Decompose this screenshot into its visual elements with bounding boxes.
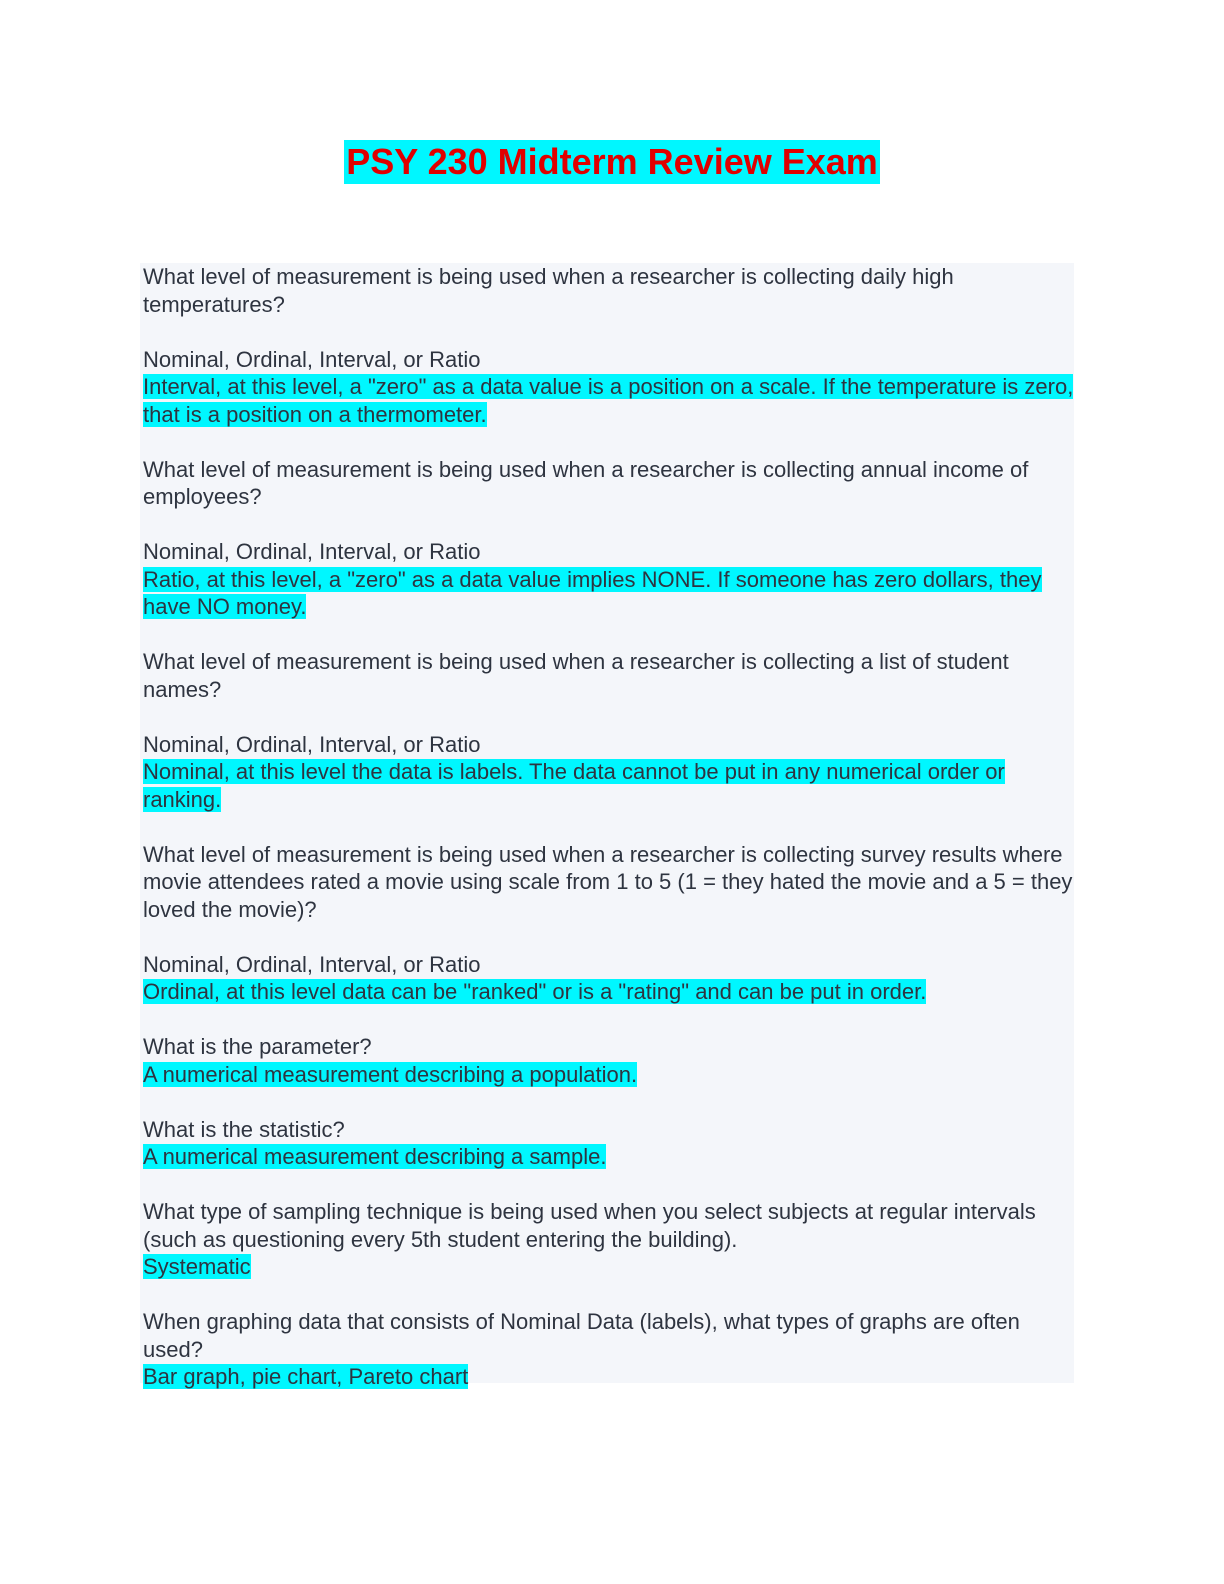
answer-text: Ordinal, at this level data can be "ranked" or is a "rating" and can be put in order.	[143, 979, 927, 1004]
answer-options: Nominal, Ordinal, Interval, or Ratio	[143, 731, 481, 757]
answer-text: Ratio, at this level, a "zero" as a data value implies NONE. If someone has zero dollars, they have NO money.	[143, 566, 1042, 619]
qa-item	[143, 1198, 1074, 1281]
answer-text: A numerical measurement describing a population.	[143, 1061, 638, 1087]
answer-text: Interval, at this level, a "zero" as a data value is a position on a scale. If the temperature is zero, that is a position on a thermometer.	[143, 374, 1074, 427]
qa-item	[143, 1116, 1074, 1171]
question-text: What is the statistic?	[143, 1116, 345, 1142]
answer-options: Nominal, Ordinal, Interval, or Ratio	[143, 951, 481, 977]
answer-text-wrap	[143, 1061, 1074, 1089]
qa-item	[143, 648, 1074, 813]
answer-text-wrap	[143, 758, 1074, 813]
answer-text: A numerical measurement describing a sample.	[143, 1144, 607, 1169]
answer-options: Nominal, Ordinal, Interval, or Ratio	[143, 346, 481, 372]
question-text: What level of measurement is being used when a researcher is collecting a list of student names?	[143, 649, 1009, 702]
answer-text-wrap	[143, 1253, 1074, 1281]
qa-item	[143, 456, 1074, 621]
page-title-container	[0, 140, 1224, 184]
qa-item	[143, 263, 1074, 428]
question-text: What level of measurement is being used when a researcher is collecting survey results where movie attendees rated a movie using scale from 1 to 5 (1 = they hated the movie and a 5 = they loved the movie)?	[143, 841, 1073, 922]
answer-text-wrap	[143, 978, 1074, 1006]
question-text: What level of measurement is being used when a researcher is collecting daily high temperatures?	[143, 264, 954, 317]
question-text: What level of measurement is being used when a researcher is collecting annual income of employees?	[143, 456, 1029, 509]
answer-text-wrap	[143, 1363, 1074, 1391]
answer-text: Bar graph, pie chart, Pareto chart	[143, 1364, 469, 1389]
review-content	[140, 263, 1074, 1389]
question-text: When graphing data that consists of Nominal Data (labels), what types of graphs are often used?	[143, 1309, 1020, 1362]
answer-options: Nominal, Ordinal, Interval, or Ratio	[143, 539, 481, 564]
answer-text-wrap	[143, 1143, 1074, 1171]
qa-item	[143, 1033, 1074, 1088]
page-title: PSY 230 Midterm Review Exam	[346, 141, 878, 182]
answer-text-wrap	[143, 566, 1074, 621]
qa-item	[143, 1308, 1074, 1391]
question-text: What type of sampling technique is being used when you select subjects at regular intervals (such as questioning every 5th student entering the building).	[143, 1199, 1036, 1252]
qa-item	[143, 841, 1074, 1006]
answer-text-wrap	[143, 373, 1074, 428]
answer-text: Systematic	[143, 1254, 251, 1279]
answer-text: Nominal, at this level the data is labels. The data cannot be put in any numerical order or ranking.	[143, 759, 1005, 812]
question-text: What is the parameter?	[143, 1034, 372, 1059]
